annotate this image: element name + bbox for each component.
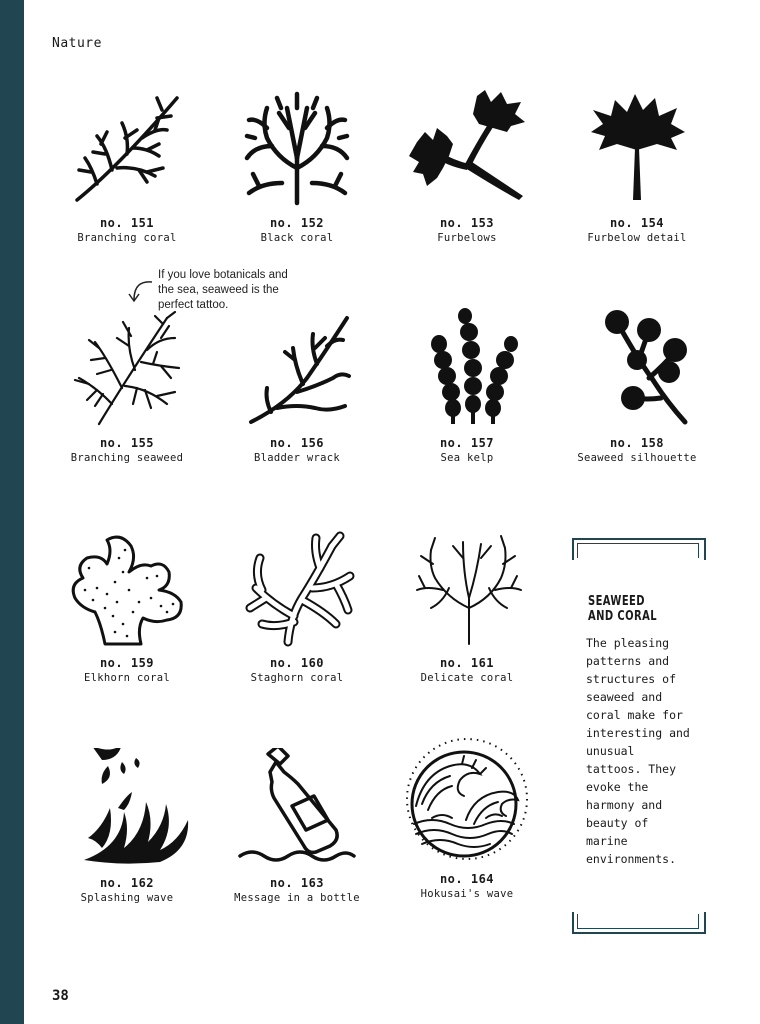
item-name: Message in a bottle <box>234 892 360 904</box>
item-name: Branching coral <box>77 232 177 244</box>
item-number: no. 161 <box>439 656 495 670</box>
tattoo-item-155 <box>42 308 212 464</box>
message-bottle-icon <box>232 748 362 868</box>
item-number: no. 159 <box>99 656 155 670</box>
tattoo-item-164 <box>382 748 552 900</box>
item-name: Staghorn coral <box>250 672 344 684</box>
item-name: Splashing wave <box>80 892 174 904</box>
furbelows-icon <box>407 88 527 208</box>
item-name: Furbelow detail <box>587 232 687 244</box>
bladder-wrack-icon <box>237 308 357 428</box>
item-name: Elkhorn coral <box>83 672 171 684</box>
tattoo-item-157 <box>382 308 552 464</box>
item-name: Furbelows <box>437 232 497 244</box>
tattoo-item-153 <box>382 88 552 244</box>
page-spine-bar <box>0 0 24 1024</box>
item-number: no. 151 <box>99 216 155 230</box>
item-name: Bladder wrack <box>253 452 341 464</box>
tattoo-item-156 <box>212 308 382 464</box>
hokusai-wave-icon <box>402 734 532 864</box>
tattoo-item-161 <box>382 528 552 684</box>
item-number: no. 164 <box>439 872 495 886</box>
item-number: no. 154 <box>609 216 665 230</box>
sidebar-frame-top-inner <box>577 543 699 558</box>
branching-coral-icon <box>67 88 187 208</box>
item-name: Delicate coral <box>420 672 514 684</box>
section-title: Nature <box>52 36 102 51</box>
item-number: no. 158 <box>609 436 665 450</box>
delicate-coral-icon <box>407 528 527 648</box>
tattoo-item-158 <box>552 308 722 464</box>
sidebar-body: The pleasing patterns and structures of seaweed and coral make for interesting and unusual tattoos. They evoke the harmony and beauty of marine environments. <box>586 636 690 866</box>
item-number: no. 156 <box>269 436 325 450</box>
item-number: no. 152 <box>269 216 325 230</box>
item-number: no. 153 <box>439 216 495 230</box>
tattoo-item-163 <box>212 748 382 904</box>
curved-arrow-icon <box>126 278 154 304</box>
item-number: no. 162 <box>99 876 155 890</box>
seaweed-silhouette-icon <box>577 308 697 428</box>
tattoo-item-154 <box>552 88 722 244</box>
item-number: no. 160 <box>269 656 325 670</box>
splashing-wave-icon <box>62 748 192 868</box>
page-number: 38 <box>52 988 69 1004</box>
furbelow-detail-icon <box>577 88 697 208</box>
item-name: Seaweed silhouette <box>577 452 697 464</box>
sea-kelp-icon <box>407 308 527 428</box>
branching-seaweed-icon <box>67 308 187 428</box>
tattoo-item-152 <box>212 88 382 244</box>
sidebar-frame-bottom <box>572 912 706 934</box>
elkhorn-coral-icon <box>67 528 187 648</box>
black-coral-icon <box>237 88 357 208</box>
sidebar-panel <box>572 538 702 934</box>
tattoo-item-159 <box>42 528 212 684</box>
item-name: Hokusai's wave <box>420 888 514 900</box>
item-name: Sea kelp <box>440 452 494 464</box>
item-number: no. 155 <box>99 436 155 450</box>
tattoo-item-160 <box>212 528 382 684</box>
item-number: no. 163 <box>269 876 325 890</box>
item-name: Black coral <box>260 232 334 244</box>
item-number: no. 157 <box>439 436 495 450</box>
item-name: Branching seaweed <box>70 452 184 464</box>
tattoo-item-151 <box>42 88 212 244</box>
staghorn-coral-icon <box>232 528 362 648</box>
sidebar-heading: SEAWEED AND CORAL <box>588 593 657 624</box>
tattoo-item-162 <box>42 748 212 904</box>
annotation-note: If you love botanicals and the sea, seaweed is the perfect tattoo. <box>158 269 288 311</box>
